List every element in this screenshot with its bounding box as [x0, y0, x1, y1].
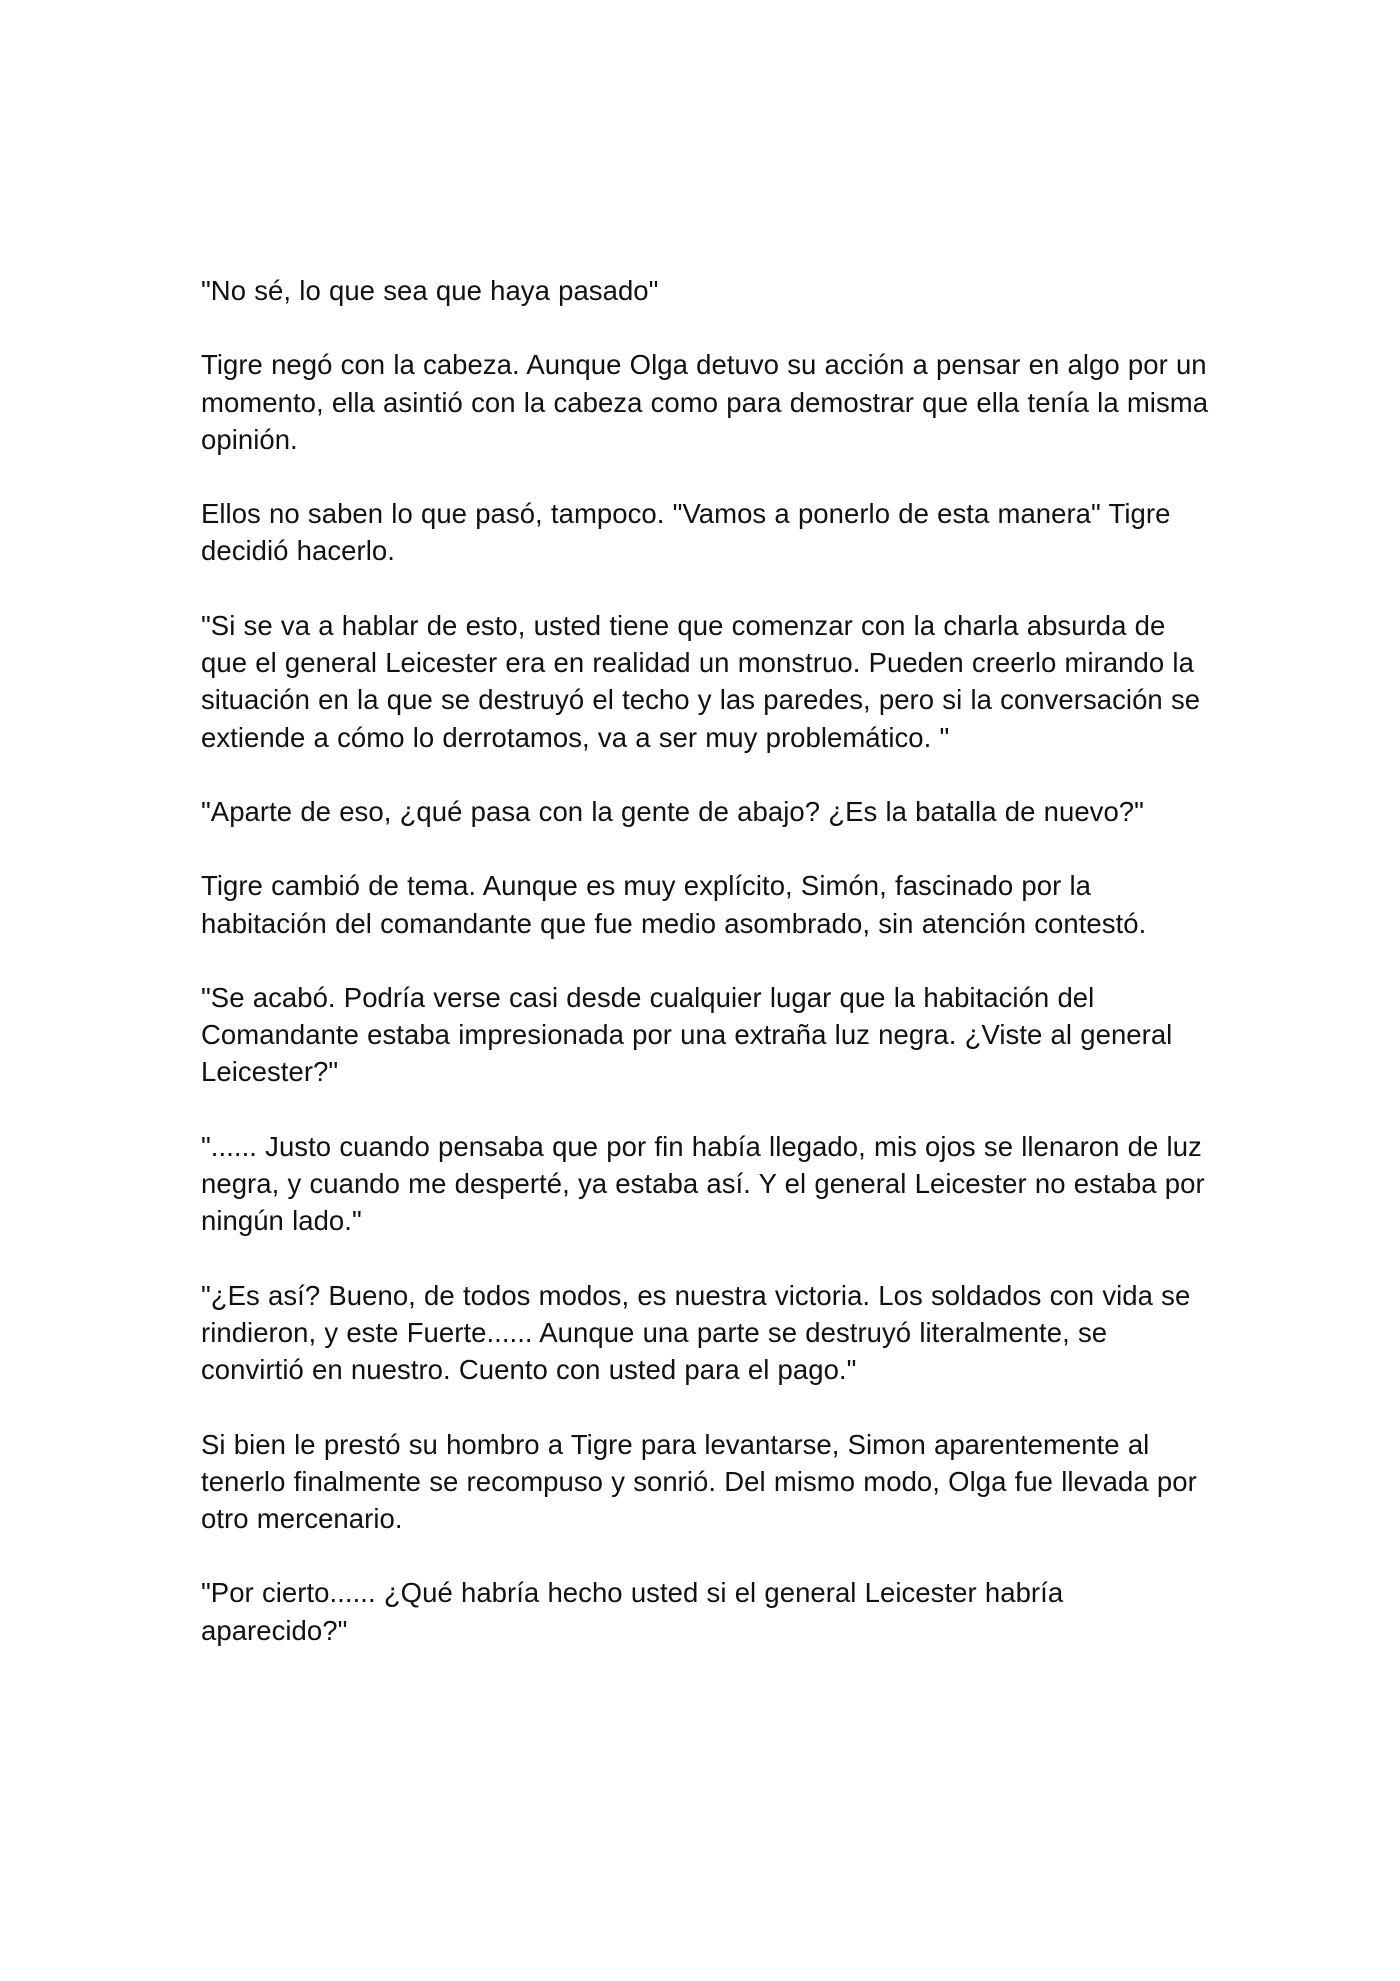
document-body — [201, 272, 1211, 1649]
paragraph-6: Tigre cambió de tema. Aunque es muy explícito, Simón, fascinado por la habitación del comandante que fue medio asombrado, sin atención contestó. — [201, 870, 1147, 939]
paragraph-7: "Se acabó. Podría verse casi desde cualquier lugar que la habitación del Comandante estaba impresionada por una extraña luz negra. ¿Viste al general Leicester?" — [201, 981, 1173, 1088]
paragraph-5: "Aparte de eso, ¿qué pasa con la gente de abajo? ¿Es la batalla de nuevo?" — [201, 795, 1144, 827]
paragraph-11: "Por cierto...... ¿Qué habría hecho usted si el general Leicester habría aparecido?" — [201, 1577, 1064, 1646]
paragraph-9: "¿Es así? Bueno, de todos modos, es nuestra victoria. Los soldados con vida se rindieron, y este Fuerte...... Aunque una parte se destruyó literalmente, se convirtió en nuestro. Cuento con usted para el pago." — [201, 1279, 1191, 1386]
paragraph-2: Tigre negó con la cabeza. Aunque Olga detuvo su acción a pensar en algo por un momento, ella asintió con la cabeza como para demostrar que ella tenía la misma opinión. — [201, 349, 1209, 455]
paragraph-3: Ellos no saben lo que pasó, tampoco. "Vamos a ponerlo de esta manera" Tigre decidió hacerlo. — [201, 498, 1171, 567]
paragraph-8: "...... Justo cuando pensaba que por fin había llegado, mis ojos se llenaron de luz negra, y cuando me desperté, ya estaba así. Y el general Leicester no estaba por ningún lado." — [201, 1130, 1205, 1237]
paragraph-4: "Si se va a hablar de esto, usted tiene que comenzar con la charla absurda de que el general Leicester era en realidad un monstruo. Pueden creerlo mirando la situación en la que se destruyó el techo y las paredes, pero si la conversación se extiende a cómo lo derrotamos, va a ser muy problemático. " — [201, 609, 1201, 753]
paragraph-1: "No sé, lo que sea que haya pasado" — [201, 275, 659, 306]
paragraph-10: Si bien le prestó su hombro a Tigre para levantarse, Simon aparentemente al tenerlo finalmente se recompuso y sonrió. Del mismo modo, Olga fue llevada por otro mercenario. — [201, 1428, 1197, 1535]
